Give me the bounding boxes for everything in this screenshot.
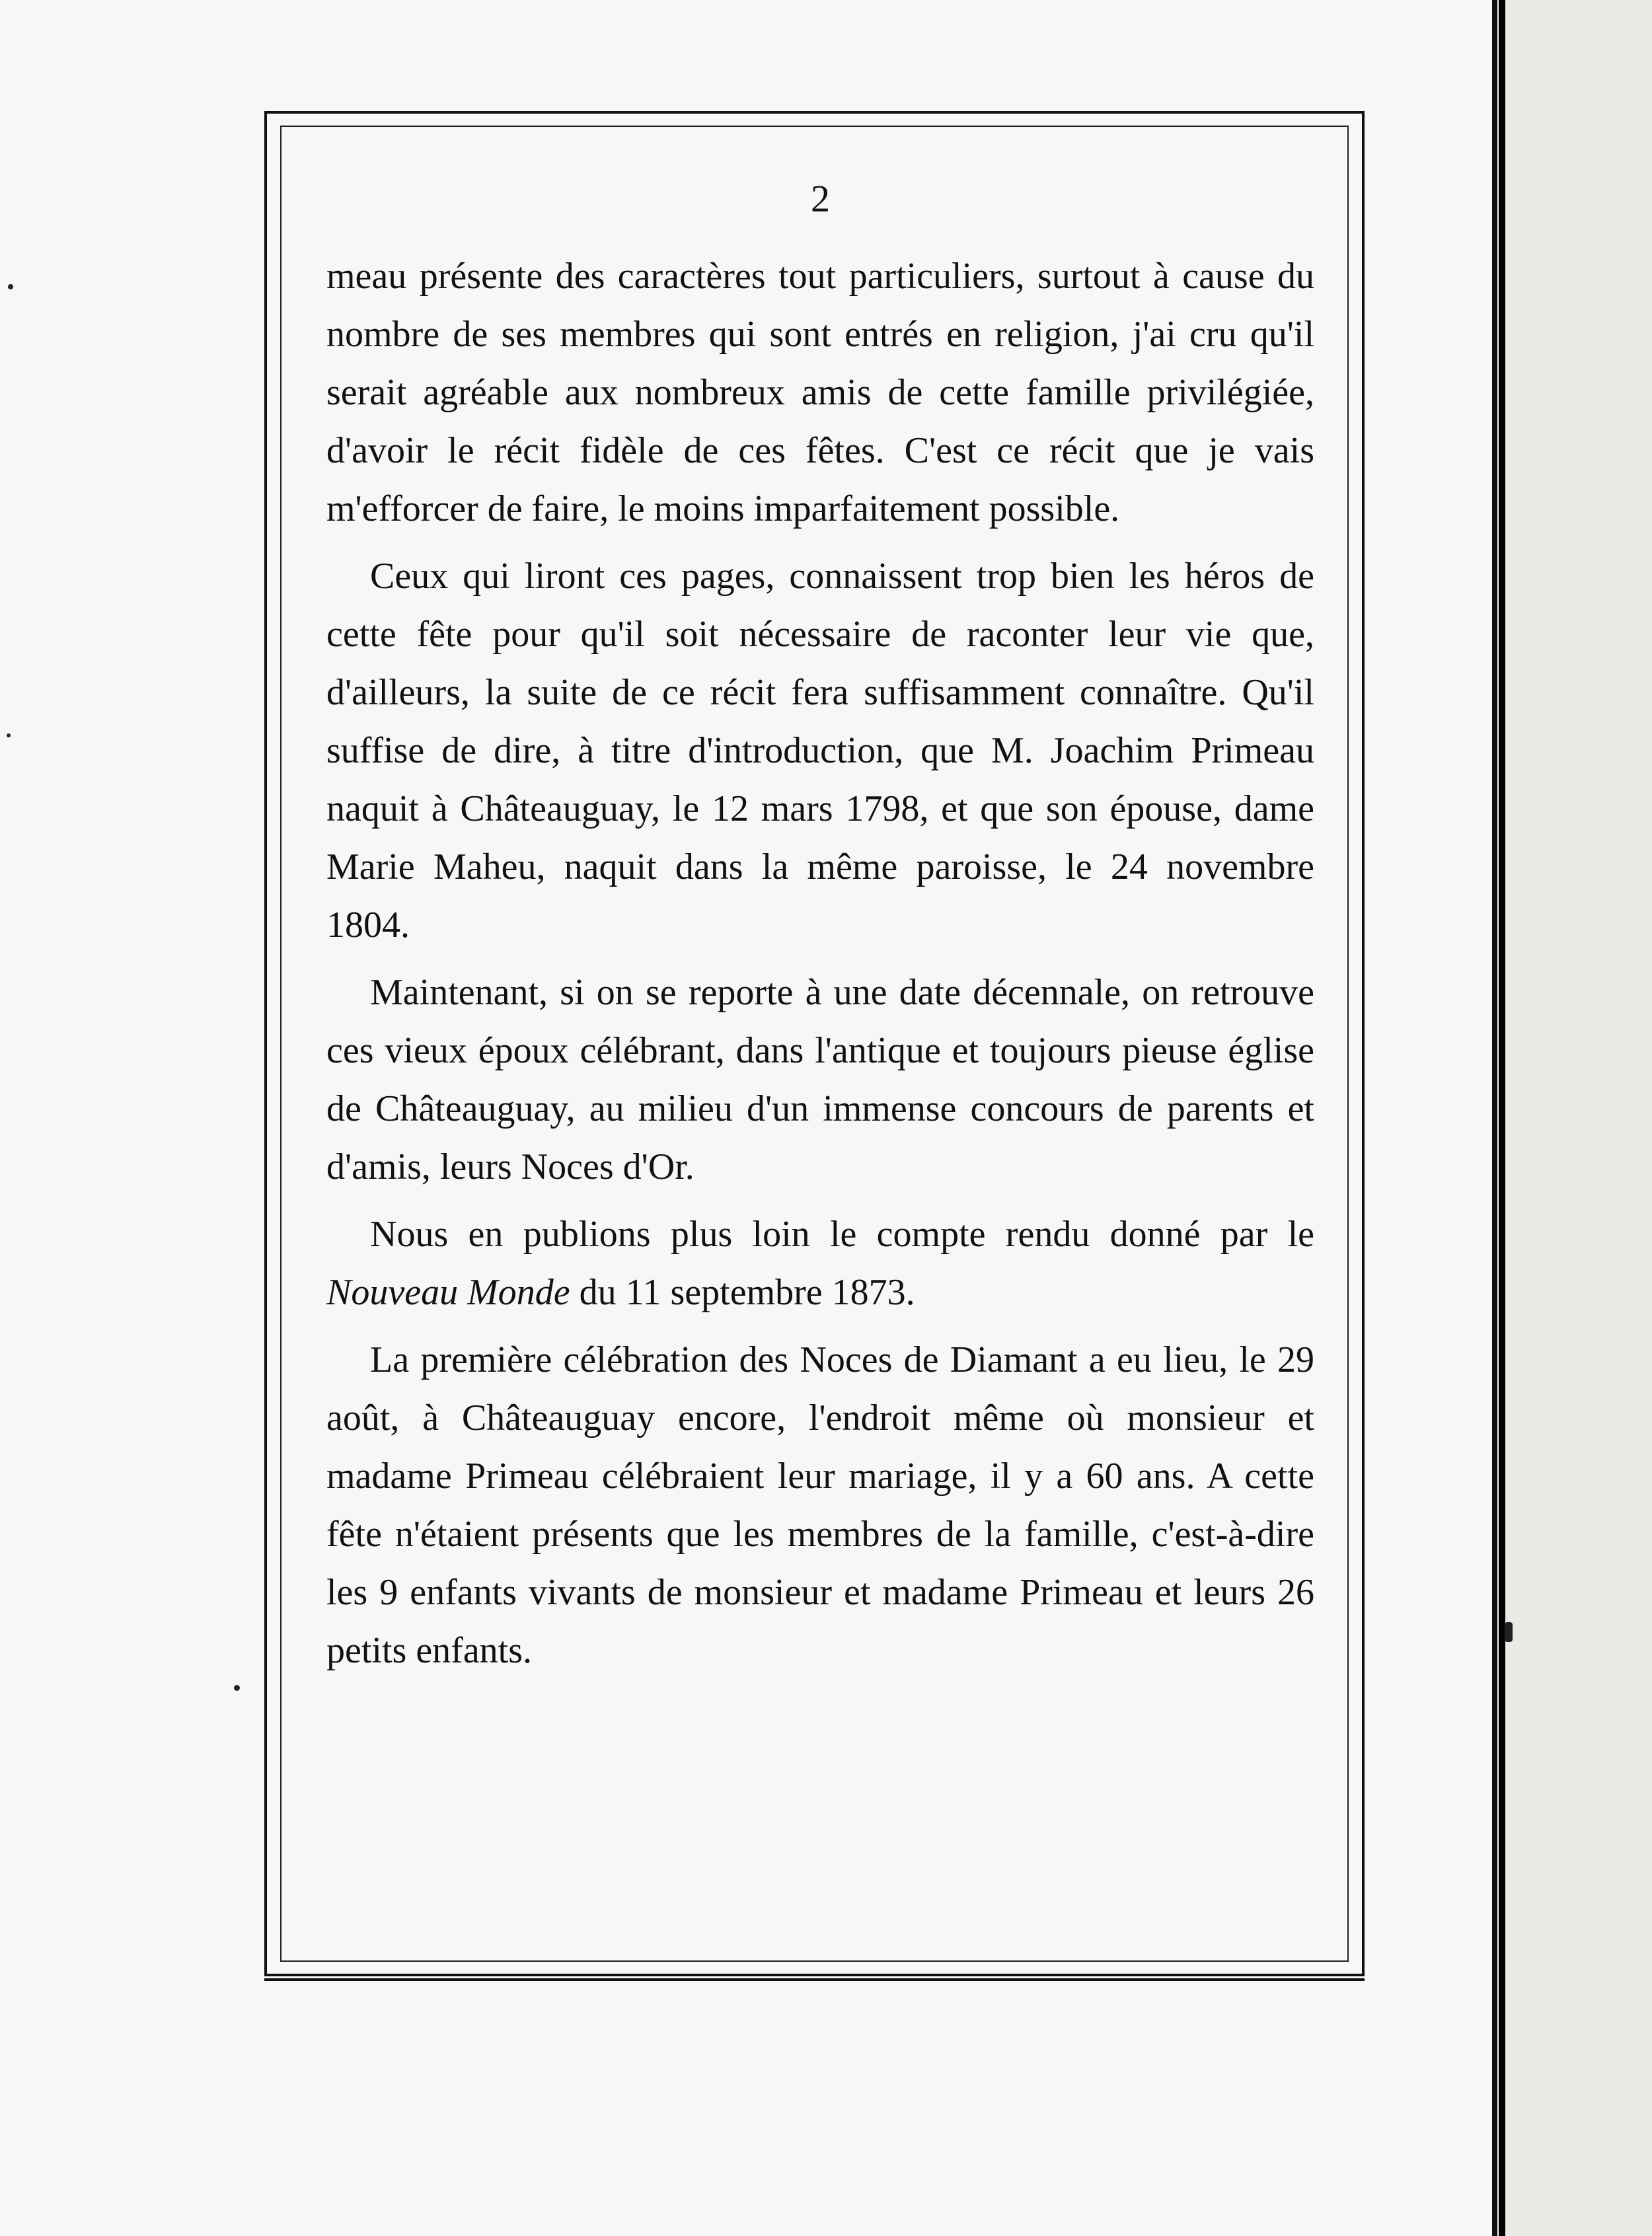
newspaper-title: Nouveau Monde xyxy=(326,1272,570,1313)
scan-speck xyxy=(1505,1622,1513,1642)
paragraph-5: La première célébration des Noces de Diamant a eu lieu, le 29 août, à Châteauguay encore, l'endroit même où monsieur et madame Primeau célébraient leur mariage, il y a 60 ans. A cette fête n'étaient présents que les membres de la famille, c'est-à-dire les 9 enfants vivants de monsieur et madame Primeau et leurs 26 petits enfants. xyxy=(326,1339,1314,1671)
paragraph-3: Maintenant, si on se reporte à une date décennale, on retrouve ces vieux époux célébrant, dans l'antique et toujours pieuse église de Châteauguay, au milieu d'un immense concours de parents et d'amis, leurs Noces d'Or. xyxy=(326,972,1314,1187)
paragraph-4-text-after: du 11 septembre 1873. xyxy=(570,1272,915,1313)
scan-speck xyxy=(234,1685,240,1691)
paragraph-4-text-before: Nous en publions plus loin le compte rendu donné par le xyxy=(370,1214,1314,1255)
page-text-block xyxy=(326,169,1314,1689)
page-number: 2 xyxy=(811,177,830,220)
page-binding-line xyxy=(1492,0,1497,2236)
paragraph-4 xyxy=(326,1205,1314,1322)
paragraph-2: Ceux qui liront ces pages, connaissent trop bien les héros de cette fête pour qu'il soit nécessaire de raconter leur vie que, d'ailleurs, la suite de ce récit fera suffisamment connaître. Qu'il suffise de dire, à titre d'introduction, que M. Joachim Primeau naquit à Châteauguay, le 12 mars 1798, et que son épouse, dame Marie Maheu, naquit dans la même paroisse, le 24 novembre 1804. xyxy=(326,556,1314,946)
page-frame-bottom-rule xyxy=(264,1978,1365,1981)
paragraph-1: meau présente des caractères tout particuliers, surtout à cause du nombre de ses membres qui sont entrés en religion, j'ai cru qu'il serait agréable aux nombreux amis de cette famille privilégiée, d'avoir le récit fidèle de ces fêtes. C'est ce récit que je vais m'efforcer de faire, le moins imparfaitement possible. xyxy=(326,256,1314,529)
facing-page-edge xyxy=(1505,0,1652,2236)
scan-speck xyxy=(7,733,11,737)
scan-speck xyxy=(8,284,13,289)
